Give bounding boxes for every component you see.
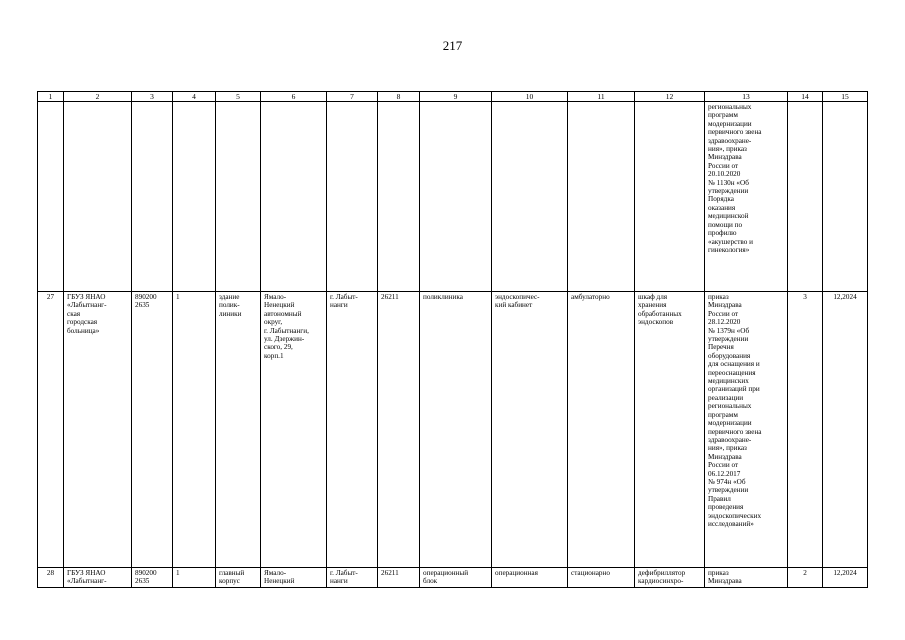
table-cell: эндоскопичес- кий кабинет bbox=[492, 292, 568, 568]
table-cell bbox=[420, 102, 492, 292]
table-cell bbox=[327, 102, 378, 292]
table-cell: Ямало- Ненецкий bbox=[261, 568, 327, 588]
table-cell: амбулаторно bbox=[568, 292, 635, 568]
table-cell: шкаф для хранения обработанных эндоскопов bbox=[635, 292, 705, 568]
table-cell: 1 bbox=[173, 292, 216, 568]
table-cell: 26211 bbox=[378, 292, 420, 568]
table-cell: г. Лабыт- нанги bbox=[327, 568, 378, 588]
table-cell bbox=[378, 102, 420, 292]
table-header-row bbox=[38, 92, 868, 102]
column-header: 15 bbox=[823, 92, 868, 102]
table-cell: поликлиника bbox=[420, 292, 492, 568]
table-cell bbox=[216, 102, 261, 292]
table-row bbox=[38, 292, 868, 568]
column-header: 9 bbox=[420, 92, 492, 102]
column-header: 12 bbox=[635, 92, 705, 102]
table-cell: 28 bbox=[38, 568, 64, 588]
column-header: 14 bbox=[788, 92, 823, 102]
column-header: 11 bbox=[568, 92, 635, 102]
table-cell: Ямало- Ненецкий автономный округ, г. Лабытнанги, ул. Дзержин- ского, 29, корп.1 bbox=[261, 292, 327, 568]
table-cell: 1 bbox=[173, 568, 216, 588]
table-cell bbox=[568, 102, 635, 292]
table-cell: региональных программ модернизации первичного звена здравоохране- ния», приказ Минздрава России от 20.10.2020 № 1130н «Об утверждении Порядка оказания медицинской помощи по профилю «акушерство и гинекология» bbox=[705, 102, 788, 292]
data-table bbox=[37, 91, 868, 588]
column-header: 7 bbox=[327, 92, 378, 102]
table-cell: 3 bbox=[788, 292, 823, 568]
table-cell bbox=[261, 102, 327, 292]
table-cell: приказ Минздрава bbox=[705, 568, 788, 588]
table-cell: 890200 2635 bbox=[132, 292, 173, 568]
column-header: 6 bbox=[261, 92, 327, 102]
column-header: 3 bbox=[132, 92, 173, 102]
table-cell bbox=[635, 102, 705, 292]
table-cell: операционная bbox=[492, 568, 568, 588]
table-cell bbox=[64, 102, 132, 292]
table-cell: стационарно bbox=[568, 568, 635, 588]
table-cell bbox=[788, 102, 823, 292]
table-cell: приказ Минздрава России от 28.12.2020 № 1379н «Об утверждении Перечня оборудования для оснащения и переоснащения медицинских организаций при реализации региональных программ модернизации первичного звена здравоохране- ния», приказ Минздрава России от 06.12.2017 № 974н «Об утверждении Правил проведения эндоскопических исследований» bbox=[705, 292, 788, 568]
table-cell: 12,2024 bbox=[823, 292, 868, 568]
table-cell: операционный блок bbox=[420, 568, 492, 588]
table-cell: 2 bbox=[788, 568, 823, 588]
table-cell: 27 bbox=[38, 292, 64, 568]
table-cell: главный корпус bbox=[216, 568, 261, 588]
table-cell: 12,2024 bbox=[823, 568, 868, 588]
column-header: 13 bbox=[705, 92, 788, 102]
column-header: 4 bbox=[173, 92, 216, 102]
table-row bbox=[38, 102, 868, 292]
table-cell bbox=[132, 102, 173, 292]
column-header: 8 bbox=[378, 92, 420, 102]
page-number: 217 bbox=[442, 38, 463, 53]
table-cell: здание полик- линики bbox=[216, 292, 261, 568]
table-cell bbox=[173, 102, 216, 292]
column-header: 2 bbox=[64, 92, 132, 102]
table-cell bbox=[492, 102, 568, 292]
table-cell: 890200 2635 bbox=[132, 568, 173, 588]
table-cell bbox=[823, 102, 868, 292]
table-cell: г. Лабыт- нанги bbox=[327, 292, 378, 568]
table-cell: дефибриллятор кардиосинхро- bbox=[635, 568, 705, 588]
column-header: 5 bbox=[216, 92, 261, 102]
table-cell: 26211 bbox=[378, 568, 420, 588]
table-row bbox=[38, 568, 868, 588]
table-cell bbox=[38, 102, 64, 292]
column-header: 10 bbox=[492, 92, 568, 102]
table-cell: ГБУЗ ЯНАО «Лабытнанг- bbox=[64, 568, 132, 588]
table-cell: ГБУЗ ЯНАО «Лабытнанг- ская городская больница» bbox=[64, 292, 132, 568]
column-header: 1 bbox=[38, 92, 64, 102]
